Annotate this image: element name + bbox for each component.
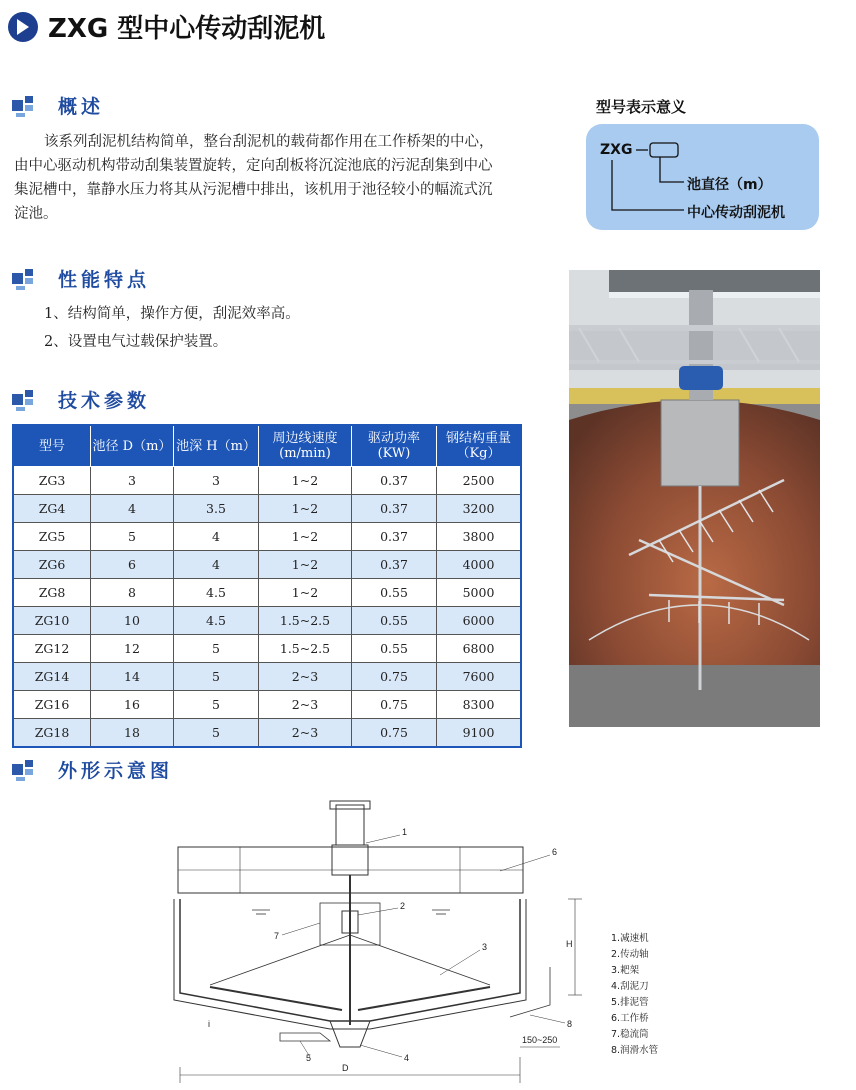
- callout-label: 2: [400, 901, 406, 911]
- legend-item: 8.润滑水管: [611, 1045, 659, 1056]
- table-cell: 4000: [437, 551, 522, 579]
- table-header-cell: 池深 H（m）: [174, 425, 259, 467]
- model-code: ZXG: [600, 142, 633, 158]
- table-cell: 2500: [437, 467, 522, 495]
- legend-item: 3.耙架: [611, 965, 640, 976]
- table-cell: 3800: [437, 523, 522, 551]
- callout-label: 1: [402, 827, 408, 837]
- table-cell: 16: [91, 691, 174, 719]
- feature-item: 1、结构简单，操作方便，刮泥效率高。: [44, 306, 300, 322]
- legend-item: 6.工作桥: [611, 1013, 649, 1024]
- table-cell: 1~2: [259, 495, 352, 523]
- table-cell: 6800: [437, 635, 522, 663]
- table-cell: 14: [91, 663, 174, 691]
- table-cell: 0.75: [352, 663, 437, 691]
- table-cell: 6: [91, 551, 174, 579]
- table-cell: 3200: [437, 495, 522, 523]
- legend-item: 4.刮泥刀: [611, 981, 649, 992]
- table-cell: ZG3: [13, 467, 91, 495]
- dimension-d: D: [342, 1063, 349, 1073]
- table-cell: 3: [91, 467, 174, 495]
- legend-item: 7.稳流筒: [611, 1029, 649, 1040]
- table-cell: 5: [174, 691, 259, 719]
- overview-line: 淀池。: [14, 206, 58, 222]
- table-cell: 0.37: [352, 495, 437, 523]
- table-cell: ZG16: [13, 691, 91, 719]
- table-cell: 4: [91, 495, 174, 523]
- table-cell: 9100: [437, 719, 522, 748]
- table-cell: 7600: [437, 663, 522, 691]
- table-cell: 5: [174, 635, 259, 663]
- overview-line: 集泥槽中，靠静水压力将其从污泥槽中排出，该机用于池径较小的幅流式沉: [14, 182, 493, 198]
- table-cell: 0.37: [352, 523, 437, 551]
- table-cell: ZG18: [13, 719, 91, 748]
- table-cell: 2~3: [259, 719, 352, 748]
- legend-item: 1.减速机: [611, 933, 649, 944]
- table-header-cell: 型号: [13, 425, 91, 467]
- section-title-features: 性能特点: [58, 269, 151, 291]
- table-header-cell: 周边线速度 (m/min): [259, 425, 352, 467]
- table-cell: 0.75: [352, 719, 437, 748]
- table-cell: 0.75: [352, 691, 437, 719]
- table-header-cell: 钢结构重量 （Kg）: [437, 425, 522, 467]
- table-cell: 0.55: [352, 607, 437, 635]
- callout-label: 6: [552, 847, 558, 857]
- table-cell: ZG6: [13, 551, 91, 579]
- table-cell: ZG12: [13, 635, 91, 663]
- table-cell: 5: [91, 523, 174, 551]
- overview-line: 该系列刮泥机结构简单，整台刮泥机的载荷都作用在工作桥架的中心，: [44, 134, 494, 150]
- model-meaning-title: 型号表示意义: [596, 98, 687, 116]
- section-title-params: 技术参数: [58, 390, 151, 412]
- section-title-diagram: 外形示意图: [58, 760, 174, 782]
- table-cell: 1.5~2.5: [259, 635, 352, 663]
- table-cell: 4.5: [174, 579, 259, 607]
- table-cell: 5: [174, 719, 259, 748]
- overview-line: 由中心驱动机构带动刮集装置旋转，定向刮板将沉淀池底的污泥刮集到中心: [14, 158, 493, 174]
- callout-label: 3: [482, 942, 488, 952]
- callout-label: 8: [567, 1019, 573, 1029]
- table-cell: 0.37: [352, 467, 437, 495]
- table-cell: 1~2: [259, 551, 352, 579]
- table-cell: 18: [91, 719, 174, 748]
- table-header-cell: 驱动功率 (KW): [352, 425, 437, 467]
- callout-label: 4: [404, 1053, 410, 1063]
- table-cell: 1~2: [259, 523, 352, 551]
- dimension-offset: 150~250: [522, 1035, 558, 1045]
- table-cell: 12: [91, 635, 174, 663]
- table-cell: 0.55: [352, 635, 437, 663]
- table-cell: 4: [174, 523, 259, 551]
- table-cell: 4: [174, 551, 259, 579]
- table-cell: ZG14: [13, 663, 91, 691]
- legend-item: 5.排泥管: [611, 997, 649, 1008]
- table-cell: 6000: [437, 607, 522, 635]
- slope-label: i: [208, 1019, 210, 1029]
- table-cell: 10: [91, 607, 174, 635]
- table-cell: ZG4: [13, 495, 91, 523]
- legend-item: 2.传动轴: [611, 949, 649, 960]
- table-cell: 1~2: [259, 467, 352, 495]
- callout-label: 7: [274, 931, 280, 941]
- table-cell: 1~2: [259, 579, 352, 607]
- model-name-label: 中心传动刮泥机: [687, 205, 785, 221]
- table-cell: 2~3: [259, 663, 352, 691]
- table-cell: 2~3: [259, 691, 352, 719]
- table-header-cell: 池径 D（m）: [91, 425, 174, 467]
- table-cell: 8300: [437, 691, 522, 719]
- table-cell: 3.5: [174, 495, 259, 523]
- page-title: ZXG 型中心传动刮泥机: [48, 14, 326, 44]
- dimension-h: H: [566, 939, 573, 949]
- table-cell: 1.5~2.5: [259, 607, 352, 635]
- table-cell: ZG10: [13, 607, 91, 635]
- table-cell: 3: [174, 467, 259, 495]
- callout-label: 5: [306, 1053, 312, 1063]
- table-cell: ZG8: [13, 579, 91, 607]
- table-cell: 5000: [437, 579, 522, 607]
- model-diameter-label: 池直径（m）: [687, 177, 772, 193]
- table-cell: 5: [174, 663, 259, 691]
- section-title-overview: 概述: [58, 96, 105, 118]
- table-cell: ZG5: [13, 523, 91, 551]
- table-cell: 4.5: [174, 607, 259, 635]
- table-cell: 8: [91, 579, 174, 607]
- table-cell: 0.37: [352, 551, 437, 579]
- table-cell: 0.55: [352, 579, 437, 607]
- feature-item: 2、设置电气过载保护装置。: [44, 334, 228, 350]
